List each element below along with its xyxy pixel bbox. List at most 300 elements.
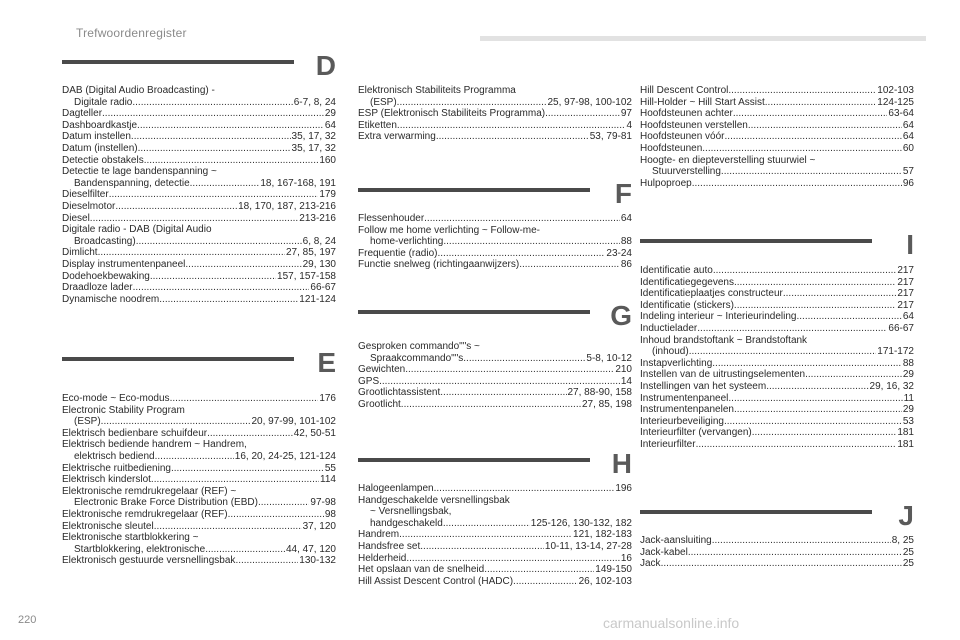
- entry-line: [640, 166, 914, 178]
- entry-pages: 53: [902, 415, 914, 427]
- dot-leader: [721, 166, 902, 178]
- index-entry: [640, 439, 914, 451]
- index-entry: [640, 277, 914, 289]
- index-entry: [62, 108, 336, 120]
- entry-term: Instrumentenpaneel: [640, 392, 729, 404]
- entry-pages: 6-7, 8, 24: [293, 96, 336, 108]
- index-entry: [62, 532, 336, 555]
- entry-pages: 26, 102-103: [578, 575, 632, 587]
- entry-line: [358, 120, 632, 132]
- entry-pages: 25, 97-98, 100-102: [547, 96, 632, 108]
- entry-term: Elektronische remdrukregelaar (REF) ~: [62, 485, 237, 497]
- entry-list-g: [358, 341, 632, 411]
- index-entry: [358, 576, 632, 588]
- index-entry: [358, 529, 632, 541]
- index-entry: [640, 547, 914, 559]
- index-entry: [358, 120, 632, 132]
- index-entry: [640, 404, 914, 416]
- page-number: 220: [18, 614, 37, 626]
- entry-line: [62, 120, 336, 132]
- index-entry: [62, 486, 336, 509]
- entry-pages: 160: [319, 154, 336, 166]
- entry-term: Identificatiegegevens: [640, 276, 734, 288]
- index-entry: [62, 213, 336, 225]
- dot-leader: [443, 518, 530, 530]
- entry-line: [640, 404, 914, 416]
- entry-term: Electronic Stability Program: [62, 404, 185, 416]
- dot-leader: [766, 381, 868, 393]
- dot-leader: [424, 213, 620, 225]
- index-entry: [640, 131, 914, 143]
- entry-line: [640, 346, 914, 358]
- entry-pages: 66-67: [310, 282, 336, 294]
- index-entry: [358, 213, 632, 225]
- entry-pages: 35, 17, 32: [291, 131, 336, 143]
- entry-term: Datum (instellen): [62, 142, 138, 154]
- dot-leader: [138, 143, 291, 155]
- dot-leader: [724, 416, 902, 428]
- entry-term: (inhoud): [652, 346, 689, 358]
- dot-leader: [734, 277, 896, 289]
- section-rule: [62, 60, 294, 64]
- entry-line: [640, 335, 914, 347]
- entry-line: [640, 358, 914, 370]
- dot-leader: [136, 236, 302, 248]
- entry-line: [62, 259, 336, 271]
- section-letter: D: [315, 50, 336, 81]
- entry-term: Diesel: [62, 212, 90, 224]
- entry-term: Handgeschakelde versnellingsbak: [358, 494, 510, 506]
- entry-term: Jack-kabel: [640, 546, 688, 558]
- index-entry: [62, 405, 336, 428]
- entry-line: [640, 277, 914, 289]
- entry-line: [62, 486, 336, 498]
- index-entry: [640, 120, 914, 132]
- entry-pages: 64: [902, 311, 914, 323]
- entry-line: [62, 143, 336, 155]
- entry-pages: 27, 85, 197: [285, 247, 336, 259]
- entry-term: Elektrische ruitbediening: [62, 462, 171, 474]
- entry-term: Dagteller: [62, 108, 103, 120]
- entry-pages: 4: [626, 119, 632, 131]
- index-entry: [640, 155, 914, 178]
- index-entry: [358, 225, 632, 248]
- dot-leader: [692, 178, 902, 190]
- dot-leader: [752, 427, 897, 439]
- dot-leader: [728, 393, 902, 405]
- entry-term: Broadcasting): [74, 235, 136, 247]
- entry-pages: 16: [620, 552, 632, 564]
- entry-line: [358, 213, 632, 225]
- entry-line: [640, 416, 914, 428]
- entry-line: [640, 120, 914, 132]
- entry-term: Hoogte- en diepteverstelling stuurwiel ~: [640, 154, 816, 166]
- entry-line: [640, 369, 914, 381]
- dot-leader: [443, 236, 620, 248]
- entry-line: [640, 143, 914, 155]
- entry-line: [62, 555, 336, 567]
- entry-line: [358, 364, 632, 376]
- index-entry: [62, 439, 336, 462]
- entry-term: Indeling interieur ~ Interieurindeling: [640, 311, 797, 323]
- entry-term: Display instrumentenpaneel: [62, 258, 186, 270]
- entry-line: [62, 521, 336, 533]
- entry-pages: 96: [902, 177, 914, 189]
- entry-pages: 16, 20, 24-25, 121-124: [234, 450, 336, 462]
- entry-pages: 60: [902, 142, 914, 154]
- entry-term: Electronic Brake Force Distribution (EBD): [74, 497, 258, 509]
- entry-line: [640, 547, 914, 559]
- entry-pages: 130-132: [299, 555, 336, 567]
- entry-line: [62, 416, 336, 428]
- entry-term: Hoofdsteunen achter: [640, 108, 733, 120]
- entry-term: Het opslaan van de snelheid: [358, 564, 485, 576]
- dot-leader: [733, 108, 888, 120]
- entry-pages: 27, 85, 198: [581, 398, 632, 410]
- watermark: carmanualsonline.info: [603, 615, 740, 631]
- index-entry: [640, 143, 914, 155]
- entry-pages: 44, 47, 120: [285, 543, 336, 555]
- section-rule: [358, 458, 590, 462]
- dot-leader: [399, 529, 572, 541]
- entry-list-e: [62, 393, 336, 567]
- index-entry: [358, 85, 632, 108]
- entry-term: GPS: [358, 375, 380, 387]
- entry-pages: 5-8, 10-12: [586, 352, 632, 364]
- dot-leader: [144, 155, 319, 167]
- entry-list-d: [62, 85, 336, 305]
- entry-pages: 97-98: [310, 497, 336, 509]
- entry-line: [62, 463, 336, 475]
- entry-line: [62, 405, 336, 417]
- entry-line: [62, 201, 336, 213]
- entry-pages: 121-124: [299, 293, 336, 305]
- entry-list-f: [358, 213, 632, 271]
- entry-line: [62, 178, 336, 190]
- dot-leader: [463, 353, 585, 365]
- entry-term: Functie snelweg (richtingaanwijzers): [358, 259, 520, 271]
- entry-term: Stuurverstelling: [652, 166, 721, 178]
- index-entry: [62, 131, 336, 143]
- index-entry: [62, 247, 336, 259]
- entry-term: Detectie te lage bandenspanning ~: [62, 166, 217, 178]
- entry-term: Elektronisch gestuurde versnellingsbak: [62, 555, 236, 567]
- dot-leader: [484, 564, 594, 576]
- entry-term: Helderheid: [358, 552, 407, 564]
- entry-pages: 157, 157-158: [277, 270, 336, 282]
- entry-term: elektrisch bediend: [74, 450, 155, 462]
- index-entry: [62, 224, 336, 247]
- entry-pages: 29: [902, 369, 914, 381]
- entry-term: ESP (Elektronisch Stabiliteits Programma): [358, 108, 546, 120]
- entry-pages: 114: [320, 474, 336, 486]
- index-entry: [640, 97, 914, 109]
- entry-pages: 6, 8, 24: [302, 235, 336, 247]
- entry-term: Interieurbeveiliging: [640, 415, 724, 427]
- header-bar: [480, 36, 926, 41]
- section-letter: F: [614, 178, 632, 209]
- dot-leader: [748, 120, 902, 132]
- dot-leader: [159, 294, 298, 306]
- entry-line: [62, 85, 336, 97]
- dot-leader: [420, 541, 544, 553]
- entry-term: Grootlicht: [358, 398, 401, 410]
- entry-line: [62, 509, 336, 521]
- entry-line: [62, 474, 336, 486]
- entry-list-e-cont: [358, 85, 632, 143]
- entry-line: [62, 428, 336, 440]
- entry-pages: 10-11, 13-14, 27-28: [544, 540, 632, 552]
- entry-line: [640, 108, 914, 120]
- entry-pages: 125-126, 130-132, 182: [530, 517, 632, 529]
- section-letter: E: [317, 347, 336, 378]
- index-entry: [62, 509, 336, 521]
- dot-leader: [150, 271, 276, 283]
- entry-term: Elektrisch bedienbare schuifdeur: [62, 427, 208, 439]
- entry-term: Dynamische noodrem: [62, 293, 160, 305]
- entry-line: [640, 393, 914, 405]
- dot-leader: [712, 535, 891, 547]
- entry-term: Bandenspanning, detectie: [74, 177, 190, 189]
- entry-term: Gesproken commando""s ~: [358, 341, 480, 352]
- entry-line: [358, 225, 632, 237]
- entry-term: handgeschakeld: [370, 517, 443, 529]
- index-entry: [640, 369, 914, 381]
- entry-line: [358, 541, 632, 553]
- entry-term: Interieurfilter (vervangen): [640, 427, 752, 439]
- dot-leader: [713, 265, 896, 277]
- entry-pages: 102-103: [877, 85, 914, 96]
- entry-pages: 29: [902, 404, 914, 416]
- entry-line: [62, 294, 336, 306]
- entry-pages: 63-64: [888, 108, 914, 120]
- entry-term: Elektrisch kinderslot: [62, 474, 151, 486]
- entry-line: [358, 518, 632, 530]
- entry-line: [358, 248, 632, 260]
- index-entry: [62, 189, 336, 201]
- entry-term: Instellingen van het systeem: [640, 380, 767, 392]
- dot-leader: [437, 248, 605, 260]
- entry-line: [640, 381, 914, 393]
- entry-line: [62, 97, 336, 109]
- entry-term: Dodehoekbewaking: [62, 270, 150, 282]
- dot-leader: [109, 189, 319, 201]
- section-letter: H: [611, 448, 632, 479]
- dot-leader: [102, 108, 324, 120]
- entry-line: [62, 282, 336, 294]
- dot-leader: [436, 131, 589, 143]
- entry-line: [62, 497, 336, 509]
- entry-term: ~ Versnellingsbak,: [370, 506, 452, 518]
- entry-line: [358, 341, 632, 353]
- entry-line: [640, 265, 914, 277]
- entry-pages: 55: [324, 462, 336, 474]
- entry-line: [62, 131, 336, 143]
- entry-line: [62, 439, 336, 451]
- dot-leader: [235, 555, 298, 567]
- entry-pages: 217: [897, 299, 914, 311]
- dot-leader: [696, 439, 897, 451]
- entry-term: Identificatie (stickers): [640, 299, 734, 311]
- entry-term: Follow me home verlichting ~ Follow-me-: [358, 224, 541, 236]
- entry-term: Elektronische sleutel: [62, 520, 154, 532]
- entry-pages: 176: [319, 393, 336, 404]
- index-entry: [640, 300, 914, 312]
- index-entry: [640, 535, 914, 547]
- entry-line: [640, 131, 914, 143]
- entry-term: (ESP): [74, 416, 101, 428]
- dot-leader: [379, 376, 620, 388]
- entry-term: Hoofdsteunen: [640, 142, 703, 154]
- index-entry: [640, 335, 914, 358]
- entry-line: [358, 236, 632, 248]
- entry-list-h: [358, 483, 632, 587]
- index-entry: [62, 282, 336, 294]
- entry-pages: 97: [620, 108, 632, 120]
- entry-pages: 27, 88-90, 158: [567, 387, 632, 399]
- entry-term: Elektronisch Stabiliteits Programma: [358, 85, 516, 96]
- entry-pages: 29, 16, 32: [869, 380, 914, 392]
- entry-term: Dieselmotor: [62, 200, 116, 212]
- entry-term: Elektronische remdrukregelaar (REF): [62, 508, 228, 520]
- index-entry: [62, 166, 336, 189]
- header-title: Trefwoordenregister: [76, 26, 187, 40]
- entry-term: Hill-Holder ~ Hill Start Assist: [640, 96, 765, 108]
- entry-pages: 210: [615, 364, 632, 376]
- entry-line: [62, 532, 336, 544]
- dot-leader: [783, 288, 896, 300]
- entry-pages: 181: [897, 427, 914, 439]
- entry-pages: 64: [902, 119, 914, 131]
- index-entry: [62, 201, 336, 213]
- entry-pages: 179: [319, 189, 336, 201]
- index-entry: [62, 474, 336, 486]
- entry-term: Inhoud brandstoftank ~ Brandstoftank: [640, 334, 808, 346]
- dot-leader: [728, 85, 876, 97]
- section-letter: I: [906, 229, 914, 260]
- dot-leader: [405, 364, 614, 376]
- dot-leader: [797, 311, 902, 323]
- entry-line: [640, 85, 914, 97]
- entry-term: Gewichten: [358, 364, 406, 376]
- entry-pages: 25: [902, 546, 914, 558]
- entry-line: [358, 97, 632, 109]
- entry-pages: 149-150: [595, 564, 632, 576]
- entry-term: DAB (Digital Audio Broadcasting) -: [62, 85, 215, 96]
- index-entry: [640, 393, 914, 405]
- entry-term: Identificatieplaatjes constructeur: [640, 288, 783, 300]
- entry-pages: 29: [324, 108, 336, 120]
- entry-pages: 42, 50-51: [293, 427, 336, 439]
- entry-pages: 57: [902, 166, 914, 178]
- entry-term: Dimlicht: [62, 247, 98, 259]
- index-entry: [62, 259, 336, 271]
- entry-line: [62, 166, 336, 178]
- entry-term: Dieselfilter: [62, 189, 109, 201]
- entry-line: [358, 108, 632, 120]
- entry-term: Identificatie auto: [640, 265, 713, 276]
- entry-term: Hoofdsteunen vóór: [640, 131, 725, 143]
- entry-line: [640, 288, 914, 300]
- dot-leader: [401, 399, 581, 411]
- entry-line: [358, 85, 632, 97]
- index-entry: [62, 428, 336, 440]
- entry-line: [640, 427, 914, 439]
- entry-pages: 217: [897, 276, 914, 288]
- entry-list-i: [640, 265, 914, 451]
- entry-pages: 53, 79-81: [589, 131, 632, 143]
- entry-term: Jack-aansluiting: [640, 535, 712, 546]
- dot-leader: [171, 463, 324, 475]
- section-rule: [62, 357, 294, 361]
- dot-leader: [734, 300, 896, 312]
- index-entry: [358, 259, 632, 271]
- index-entry: [358, 541, 632, 553]
- entry-line: [62, 451, 336, 463]
- entry-term: Startblokkering, elektronische: [74, 543, 206, 555]
- index-entry: [62, 85, 336, 108]
- index-entry: [640, 108, 914, 120]
- entry-line: [358, 353, 632, 365]
- index-entry: [358, 387, 632, 399]
- entry-term: (ESP): [370, 96, 397, 108]
- entry-line: [358, 399, 632, 411]
- dot-leader: [228, 509, 324, 521]
- index-entry: [358, 131, 632, 143]
- dot-leader: [190, 178, 260, 190]
- dot-leader: [725, 131, 902, 143]
- entry-line: [640, 323, 914, 335]
- entry-term: Digitale radio: [74, 96, 133, 108]
- dot-leader: [131, 131, 291, 143]
- index-entry: [640, 85, 914, 97]
- index-entry: [358, 483, 632, 495]
- dot-leader: [151, 474, 319, 486]
- entry-line: [358, 131, 632, 143]
- entry-line: [62, 393, 336, 405]
- dot-leader: [712, 358, 902, 370]
- entry-term: Halogeenlampen: [358, 483, 434, 494]
- entry-list-j: [640, 535, 914, 570]
- entry-pages: 18, 170, 187, 213-216: [238, 200, 336, 212]
- entry-line: [640, 155, 914, 167]
- entry-pages: 20, 97-99, 101-102: [251, 416, 336, 428]
- entry-line: [62, 247, 336, 259]
- entry-line: [640, 535, 914, 547]
- entry-pages: 14: [620, 375, 632, 387]
- entry-pages: 121, 182-183: [573, 529, 632, 541]
- entry-term: Frequentie (radio): [358, 247, 438, 259]
- entry-term: Detectie obstakels: [62, 154, 144, 166]
- entry-pages: 64: [324, 119, 336, 131]
- entry-term: Hoofdsteunen verstellen: [640, 119, 748, 131]
- entry-pages: 86: [620, 259, 632, 271]
- entry-line: [62, 108, 336, 120]
- entry-pages: 64: [620, 213, 632, 224]
- entry-term: home-verlichting: [370, 236, 444, 248]
- dot-leader: [397, 120, 626, 132]
- index-entry: [640, 323, 914, 335]
- dot-leader: [805, 369, 902, 381]
- dot-leader: [101, 416, 251, 428]
- entry-term: Instellen van de uitrustingselementen: [640, 369, 806, 381]
- index-entry: [640, 416, 914, 428]
- index-entry: [62, 294, 336, 306]
- index-entry: [640, 427, 914, 439]
- entry-line: [62, 224, 336, 236]
- index-entry: [640, 381, 914, 393]
- entry-pages: 124-125: [877, 96, 914, 108]
